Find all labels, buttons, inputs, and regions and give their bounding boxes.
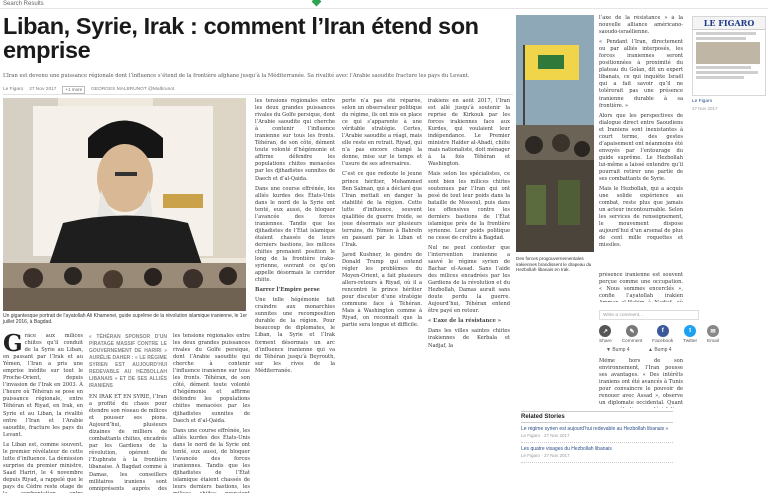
paragraph: râce aux milices chiites qu’il conduit de la Syrie au Liban, en passant par l’Irak et au Yémen, l’Iran a pris une emprise inédite sur tout le Proche-Orient, depuis l’invasion de l’Irak en 2003. À l’heure où Téhéran se pose en puissance régionale, entre Téhéran et Riyad, en Irak, en Syrie et au Liban, la rivalité entre l’Iran et l’Arabie saoudite, fracture les pays du Levant. xyxy=(3,333,83,438)
article-column-6 xyxy=(599,15,683,271)
paragraph: perte n’a pas été réparée, selon un observateur politique du régime, ils ont mis en place ce qui s’apparente à une véritable stratégie. Certes, l’Arabie saoudite a réagi, mais elle reste en retrait. Riyad, qui n’a pas encore changé la donne, mise sur le temps et l’usure de ses adversaires. xyxy=(342,98,422,168)
bump-down-button[interactable]: ▼ Bump 4 xyxy=(606,347,630,353)
article-headline: Liban, Syrie, Irak : comment l’Iran étend son emprise xyxy=(3,13,479,63)
section-heading: Barrer l’Empire perse xyxy=(255,287,320,294)
paragraph: présence iranienne est souvent perçue comme une occupation. « Nous sommes encerclés », confie l’ayatollah irakien xyxy=(599,272,683,300)
article-column-3b xyxy=(255,98,335,493)
drop-cap: G xyxy=(3,333,23,357)
paragraph: EN IRAK ET EN SYRIE, l’Iran a profité du chaos pour étendre son réseau de milices et pousser ses pions. Aujourd’hui, plusieurs dizaines de milliers de combattants chiites, encadrés par les Gardiens de la révolution, opèrent de l’Euphrate à la frontière libanaise. À Bagdad comme à Damas, les conseillers militaires iraniens sont omniprésents auprès des xyxy=(89,394,167,492)
paragraph: C’est ce que redoute le jeune prince héritier, Mohammed Ben Salman, qui a déclaré que l’Iran mettait en danger la stabilité de la région. Cette lutte d’influence, souvent qualifiée de guerre froide, se joue désormais sur plusieurs terrains, du Yémen à Bahreïn en passant par le Liban et l’Irak. xyxy=(342,171,422,248)
bump-down-icon: ▼ xyxy=(606,347,611,353)
article-meta xyxy=(3,86,508,94)
paragraph: Mais selon les spécialistes, ce sont bien les milices chiites soutenues par l’Iran qui ont pesé de tout leur poids dans la bataille de Mossoul, puis dans les offensives contre les derniers bastions de l’État islamique près de la frontière syrienne. Leur poids politique ne cesse de croître à Bagdad. xyxy=(428,171,510,241)
article-author[interactable]: GEORGES MALBRUNOT @Malbrunot xyxy=(91,87,175,92)
figaro-logo: LE FIGARO xyxy=(693,17,765,30)
paragraph: Le Liban est, comme souvent, le premier révélateur de cette lutte d’influence. La démission surprise du premier ministre, Saad Hariri, le 4 novembre depuis Riyad, a rappelé que le pays du Cèdre reste otage de xyxy=(3,441,83,490)
section-heading: « L’axe de la résistance » xyxy=(428,318,502,325)
article-date: 27 Nov 2017 xyxy=(29,87,57,92)
paragraph: Une telle hégémonie fait craindre aux monarchies sunnites une recomposition durable de la région. Pour beaucoup de diplomates, le Liban, la Syrie et l’Irak forment désormais un arc d’influence iranienne qui va de Téhéran jusqu’à Beyrouth, sur les rives de la Méditerranée. xyxy=(255,297,335,374)
main-photo-caption: Un gigantesque portrait de l’ayatollah Ali Khamenei, guide suprême de la révolution islamique iranienne, le 1er juillet 2016, à Bagdad. xyxy=(3,313,248,325)
bump-up-icon: ▲ xyxy=(648,347,653,353)
paragraph: Nul ne peut contester que l’intervention iranienne a sauvé le régime syrien de Bachar el-Assad. Sans l’aide des milices encadrées par les Gardiens de la révolution et du Hezbollah, Damas aurait sans doute perdu la guerre. Aujourd’hui, Téhéran entend être payé en retour. xyxy=(428,244,510,315)
article-column-3 xyxy=(173,333,250,493)
bump-up-button[interactable]: ▲ Bump 4 xyxy=(648,347,672,353)
paragraph: Dans une course effrénée, les alliés kurdes des États-Unis dans le nord de la Syrie ont tenté, eux aussi, de bloquer l’avancée des forces iraniennes. Tandis que les djihadistes de l’État islamique étaient chassés de leurs derniers bastions, les xyxy=(173,427,250,490)
divider xyxy=(3,94,513,95)
search-results-link[interactable]: Search Results xyxy=(3,1,44,7)
related-item[interactable]: Les quatre visages du Hezbollah libanais Le Figaro · 27 Nov 2017 xyxy=(521,443,673,463)
paragraph: Dans les villes saintes chiites irakiennes de Kerbala et Nadjaf, la xyxy=(428,328,510,349)
militia-flag-image xyxy=(516,15,594,252)
article-column-2 xyxy=(89,333,167,493)
related-title: Related Stories xyxy=(521,411,673,423)
paragraph: irakiens en août 2017, l’Iran est allé jusqu’à soutenir la reprise de Kirkouk par les forces irakiennes face aux Kurdes, qui voulaient leur indépendance. Le Premier ministre Haïder al-Abadi, chiite mais nationaliste, doit ménager à la fois Téhéran et Washington. xyxy=(428,98,510,168)
article-column-7b xyxy=(599,358,683,408)
email-button[interactable]: ✉ Email xyxy=(707,325,719,344)
pull-quote: « TÉHÉRAN SPONSOR D’UN PIRATAGE MASSIF CONTRE LE GOUVERNEMENT DE HARIRI » AURÉLIE DAHER : « LE RÉGIME SYRIEN EST AUJOURD’HUI REDEVABLE AU HEZBOLLAH LIBANAIS » ET DE SES ALLIÉS IRANIENS xyxy=(89,334,167,389)
paragraph: « Pendant l’Iran, directement ou par alliés interposés, les forces iraniennes seront positionnées à proximité du plateau du Golan, dit un expert libanais, ce qui inquiète Israël qui a fait savoir qu’il ne tolérerait pas une présence iranienne durable à sa frontière. » xyxy=(599,39,683,109)
article-column-1 xyxy=(3,333,83,493)
more-badge[interactable]: +1 more xyxy=(62,86,85,94)
paragraph: Alors que les perspectives de dialogue direct entre Saoudiens et Iraniens sont inexistantes à court terme, des gestes d’apaisement ont néanmoins été envoyés par l’entourage du guide suprême. Le Hezbollah lui-même a laissé entendre qu’il pourrait retirer une partie de ses combattants de Syrie. xyxy=(599,112,683,183)
comment-icon: ✎ xyxy=(626,325,638,337)
related-stories xyxy=(521,411,673,463)
side-photo-caption: Des forces progouvernementales irakiennes brandissent le drapeau du Hezbollah libanais en Irak. xyxy=(516,256,592,272)
share-icon: ↗ xyxy=(599,325,611,337)
paragraph: Même hors de son environnement, l’Iran pousse ses avantages. « Des intérêts iraniens ont été avancés à Tunis pour convaincre le pouvoir de renouer avec Assad », observe un diplomate occidental. Quant xyxy=(599,358,683,407)
paragraph: l’axe de la résistance » à la nouvelle alliance américano-saoudo-israélienne. xyxy=(599,15,683,36)
paragraph: Jared Kushner, le gendre de Donald Trump qui entend régler les problèmes du Moyen-Orient, a fait plusieurs allers-retours à Riyad, où il a rencontré le prince héritier pour discuter d’une stratégie commune face à Téhéran. Mais à Washington comme à Riyad, on reconnaît que la partie sera longue et difficile. xyxy=(342,251,422,329)
related-item[interactable]: Le régime syrien est aujourd’hui redevable au Hezbollah libanais » Le Figaro · 27 Nov 2017 xyxy=(521,423,673,443)
comment-button[interactable]: ✎ Comment xyxy=(622,325,643,344)
facebook-icon: f xyxy=(657,325,669,337)
facebook-button[interactable]: f Facebook xyxy=(652,325,673,344)
article-column-5 xyxy=(428,98,510,493)
paragraph: les tensions régionales entre les deux grandes puissances rivales du Golfe persique, dont l’Arabie saoudite qui cherche à contenir l’influence iranienne sur tous les fronts. Téhéran, de son côté, dément toute volonté d’hégémonie et affirme défendre les populations chiites menacées par les djihadistes sunnites de Daech et d’al-Qaida. xyxy=(173,333,250,424)
thumbnail-source[interactable]: Le Figaro xyxy=(692,99,713,104)
article-column-4 xyxy=(342,98,422,493)
paragraph: les tensions régionales entre les deux grandes puissances rivales du Golfe persique, dont l’Arabie saoudite qui cherche à contenir l’influence iranienne sur tous les fronts. Téhéran, de son côté, dément toute volonté d’hégémonie et affirme défendre les populations chiites menacées par les djihadistes sunnites de Daech et d’al-Qaida. xyxy=(255,98,335,182)
email-icon: ✉ xyxy=(707,325,719,337)
article-lede: L’Iran est devenu une puissance régionale dont l’influence s’étend de la frontière afghane jusqu’à la Méditerranée. Sa rivalité avec l’Arabie saoudite fracture les pays du Levant. xyxy=(3,73,470,79)
article-column-7 xyxy=(599,272,683,302)
thumbnail-date: 27 Nov 2017 xyxy=(692,106,718,111)
share-buttons xyxy=(599,325,719,344)
comment-input[interactable]: Write a comment... xyxy=(599,310,699,320)
paragraph: Dans une course effrénée, les alliés kurdes des États-Unis dans le nord de la Syrie ont tenté, eux aussi, de bloquer l’avancée des forces iraniennes. Tandis que les djihadistes de l’État islamique étaient chassés de leurs derniers bastions, les milices chiites prenaient position le long de la frontière irako-syrienne, ouvrant ce qu’on appelle désormais le corridor chiite. xyxy=(255,185,335,284)
paragraph: Mais le Hezbollah, qui a acquis une solide expérience au combat, reste plus que jamais un acteur incontournable. Selon les services de renseignement, le mouvement dispose aujourd’hui d’un arsenal de plus de cent mille roquettes et missiles. xyxy=(599,186,683,249)
twitter-button[interactable]: t Twitter xyxy=(683,325,697,344)
twitter-icon: t xyxy=(684,325,696,337)
khamenei-portrait-image xyxy=(3,98,246,311)
article-source: Le Figaro xyxy=(3,87,24,92)
side-photo xyxy=(516,15,594,252)
share-button[interactable]: ↗ Share xyxy=(599,325,612,344)
top-bar xyxy=(0,0,768,9)
newspaper-thumbnail[interactable] xyxy=(692,16,766,96)
main-photo xyxy=(3,98,246,311)
